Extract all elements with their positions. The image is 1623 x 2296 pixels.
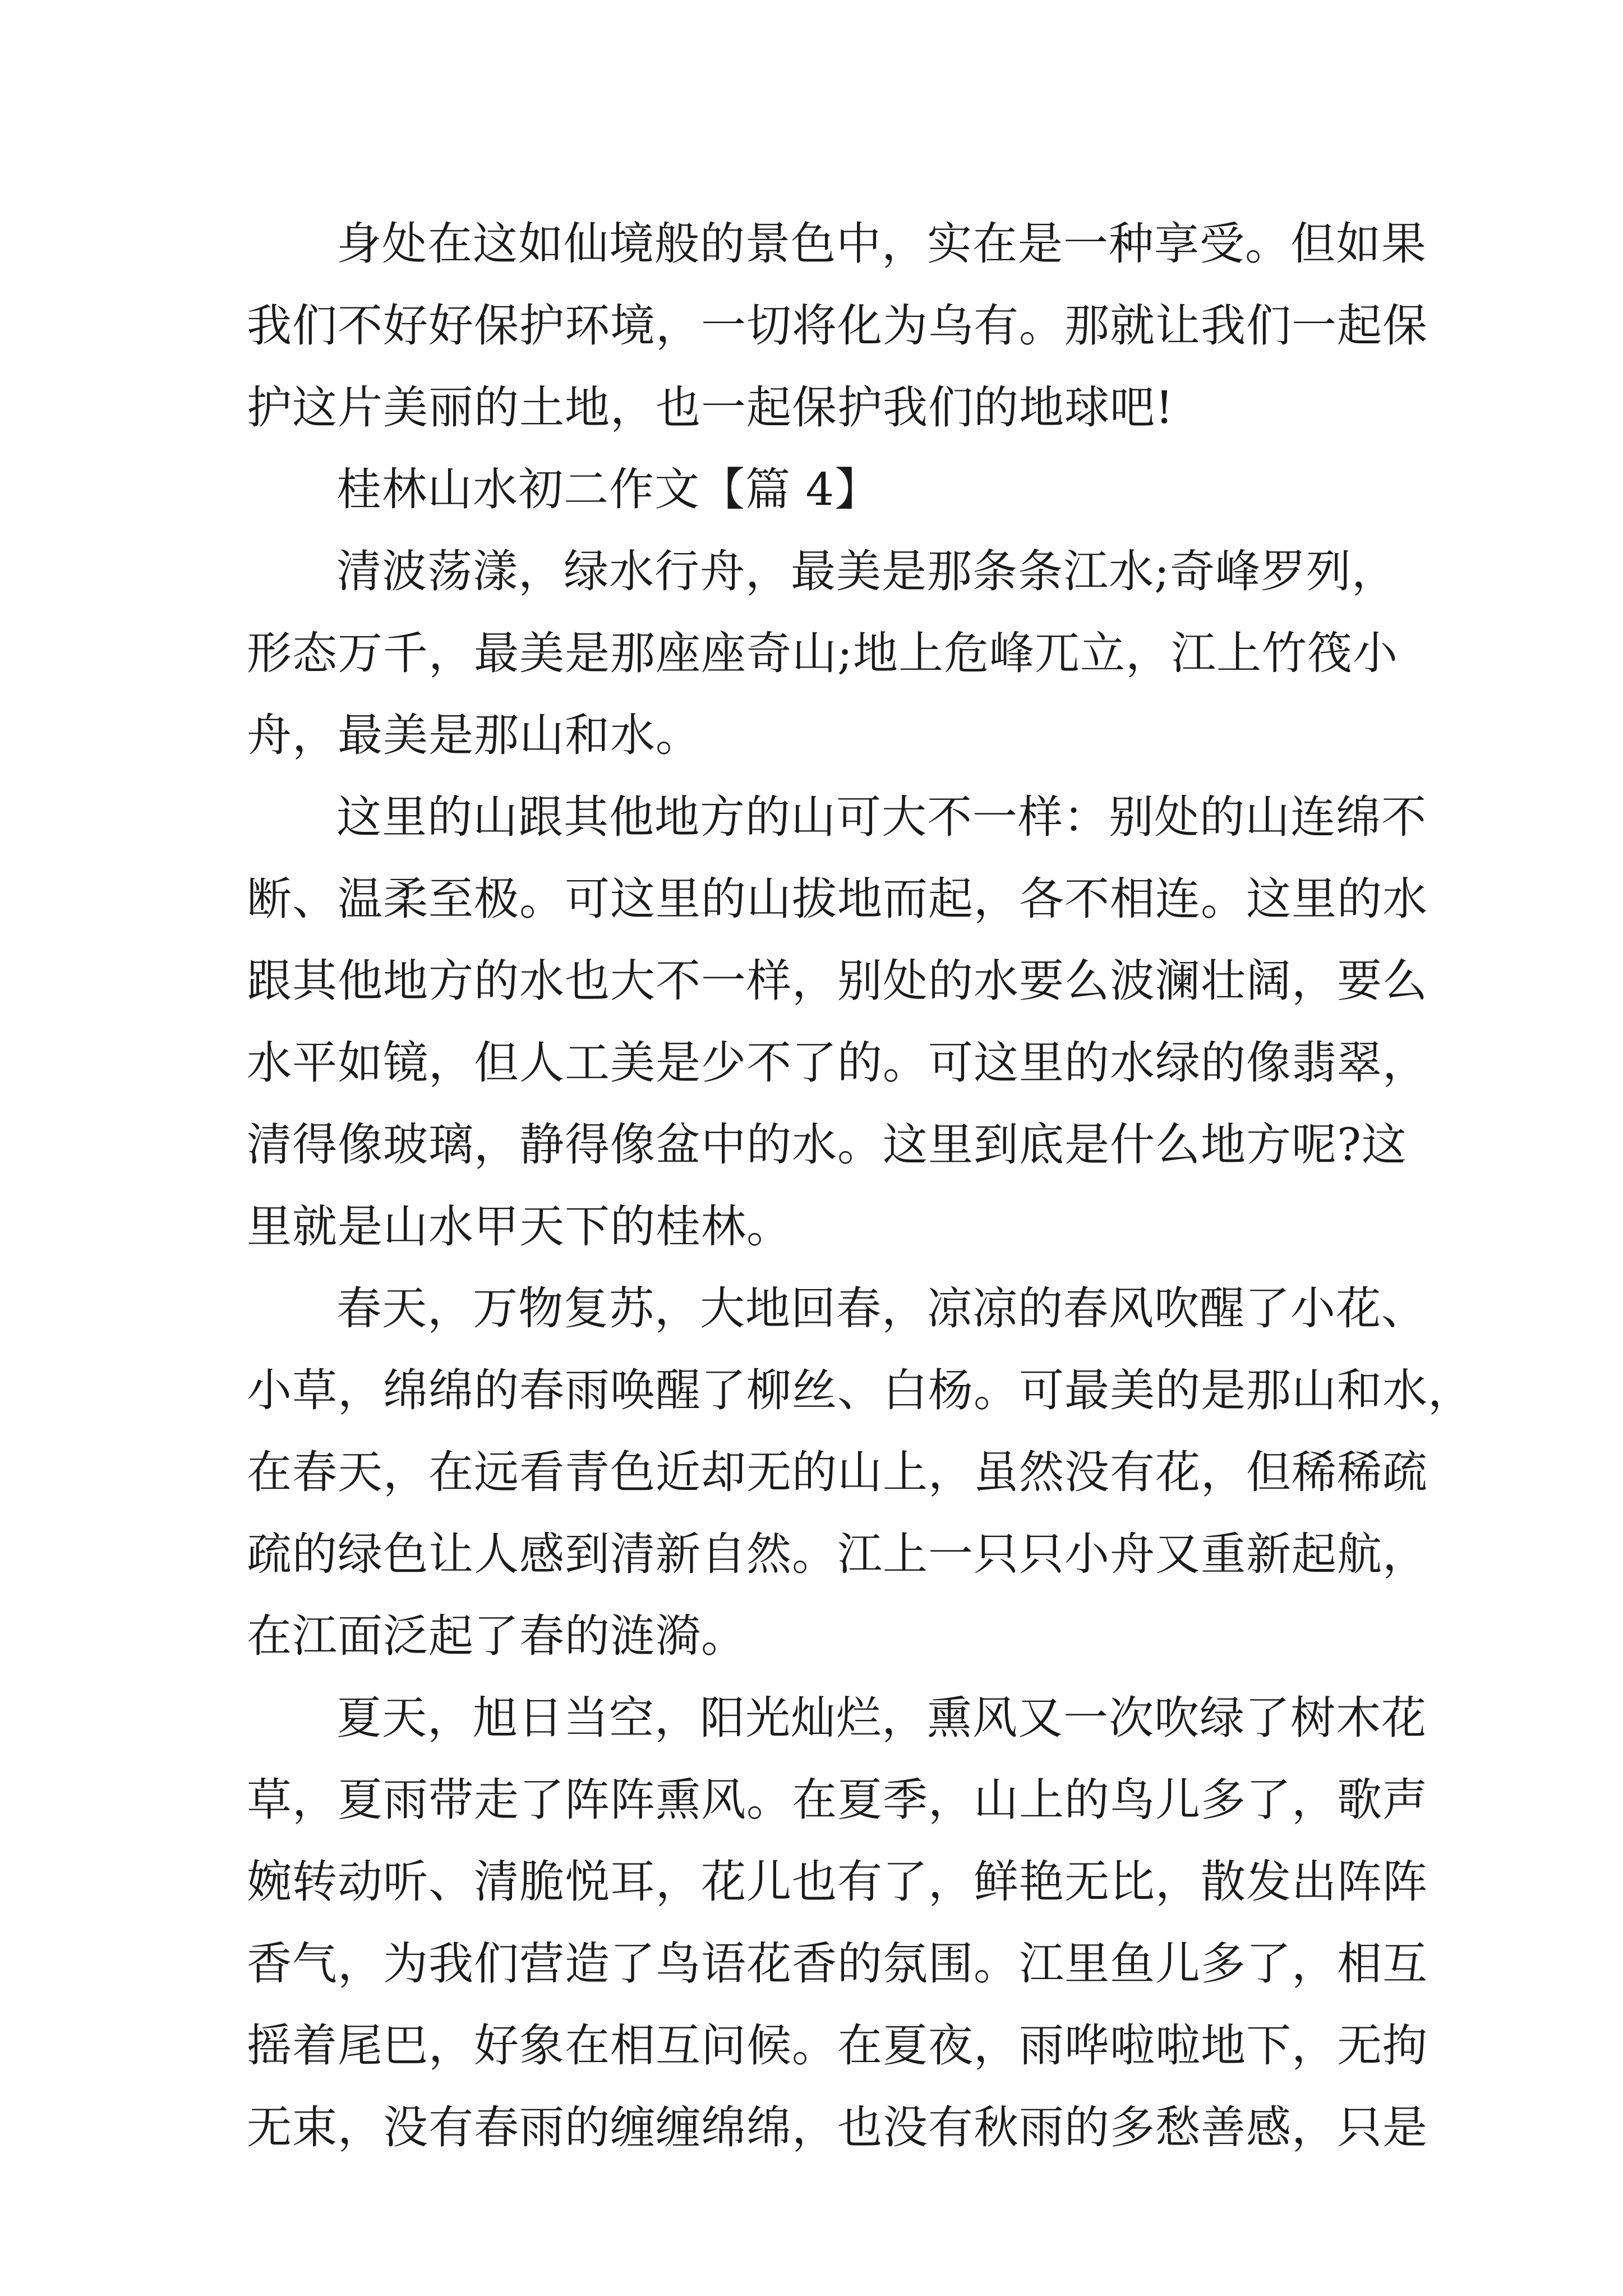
text-line: 摇着尾巴，好象在相互问候。在夏夜，雨哗啦啦地下，无拘: [247, 2019, 1428, 2072]
text-line: 小草，绵绵的春雨唤醒了柳丝、白杨。可最美的是那山和水，: [247, 1364, 1473, 1416]
text-line: 香气，为我们营造了鸟语花香的氛围。江里鱼儿多了，相互: [247, 1938, 1428, 1990]
paragraph-summer: [247, 1677, 1428, 2169]
text-line: 水平如镜，但人工美是少不了的。可这里的水绿的像翡翠，: [247, 1037, 1428, 1089]
paragraph-mountains-waters: [247, 776, 1428, 1268]
text-line: 这里的山跟其他地方的山可大不一样：别处的山连绵不: [336, 791, 1427, 843]
text-line: 我们不好好保护环境，一切将化为乌有。那就让我们一起保: [247, 300, 1428, 352]
text-line: 舟，最美是那山和水。: [247, 709, 701, 761]
text-line: 婉转动听、清脆悦耳，花儿也有了，鲜艳无比，散发出阵阵: [247, 1856, 1428, 1908]
paragraph-spring: [247, 1268, 1473, 1677]
text-line: 里就是山水甲天下的桂林。: [247, 1200, 792, 1253]
heading-text: 桂林山水初二作文【篇 4】: [336, 463, 880, 516]
text-line: 在春天，在远看青色近却无的山上，虽然没有花，但稀稀疏: [247, 1446, 1428, 1498]
text-line: 无束，没有春雨的缠缠绵绵，也没有秋雨的多愁善感，只是: [247, 2101, 1428, 2154]
text-line: 身处在这如仙境般的景色中，实在是一种享受。但如果: [336, 218, 1427, 270]
text-line: 形态万千，最美是那座座奇山;地上危峰兀立，江上竹筏小: [247, 627, 1398, 679]
text-line: 夏天，旭日当空，阳光灿烂，熏风又一次吹绿了树木花: [336, 1692, 1427, 1744]
paragraph-closing: [247, 203, 1428, 449]
text-line: 疏的绿色让人感到清新自然。江上一只只小舟又重新起航，: [247, 1528, 1428, 1580]
text-line: 断、温柔至极。可这里的山拔地而起，各不相连。这里的水: [247, 873, 1428, 925]
text-line: 清得像玻璃，静得像盆中的水。这里到底是什么地方呢?这: [247, 1119, 1407, 1171]
text-line: 清波荡漾，绿水行舟，最美是那条条江水;奇峰罗列，: [336, 545, 1397, 597]
text-line: 春天，万物复苏，大地回春，凉凉的春风吹醒了小花、: [336, 1282, 1427, 1335]
document-body: [247, 203, 1473, 2169]
text-line: 草，夏雨带走了阵阵熏风。在夏季，山上的鸟儿多了，歌声: [247, 1774, 1428, 1826]
text-line: 护这片美丽的土地，也一起保护我们的地球吧!: [247, 381, 1174, 434]
paragraph-intro: [247, 531, 1402, 776]
text-line: 跟其他地方的水也大不一样，别处的水要么波澜壮阔，要么: [247, 955, 1428, 1007]
section-heading: [247, 449, 1402, 531]
text-line: 在江面泛起了春的涟漪。: [247, 1610, 746, 1662]
